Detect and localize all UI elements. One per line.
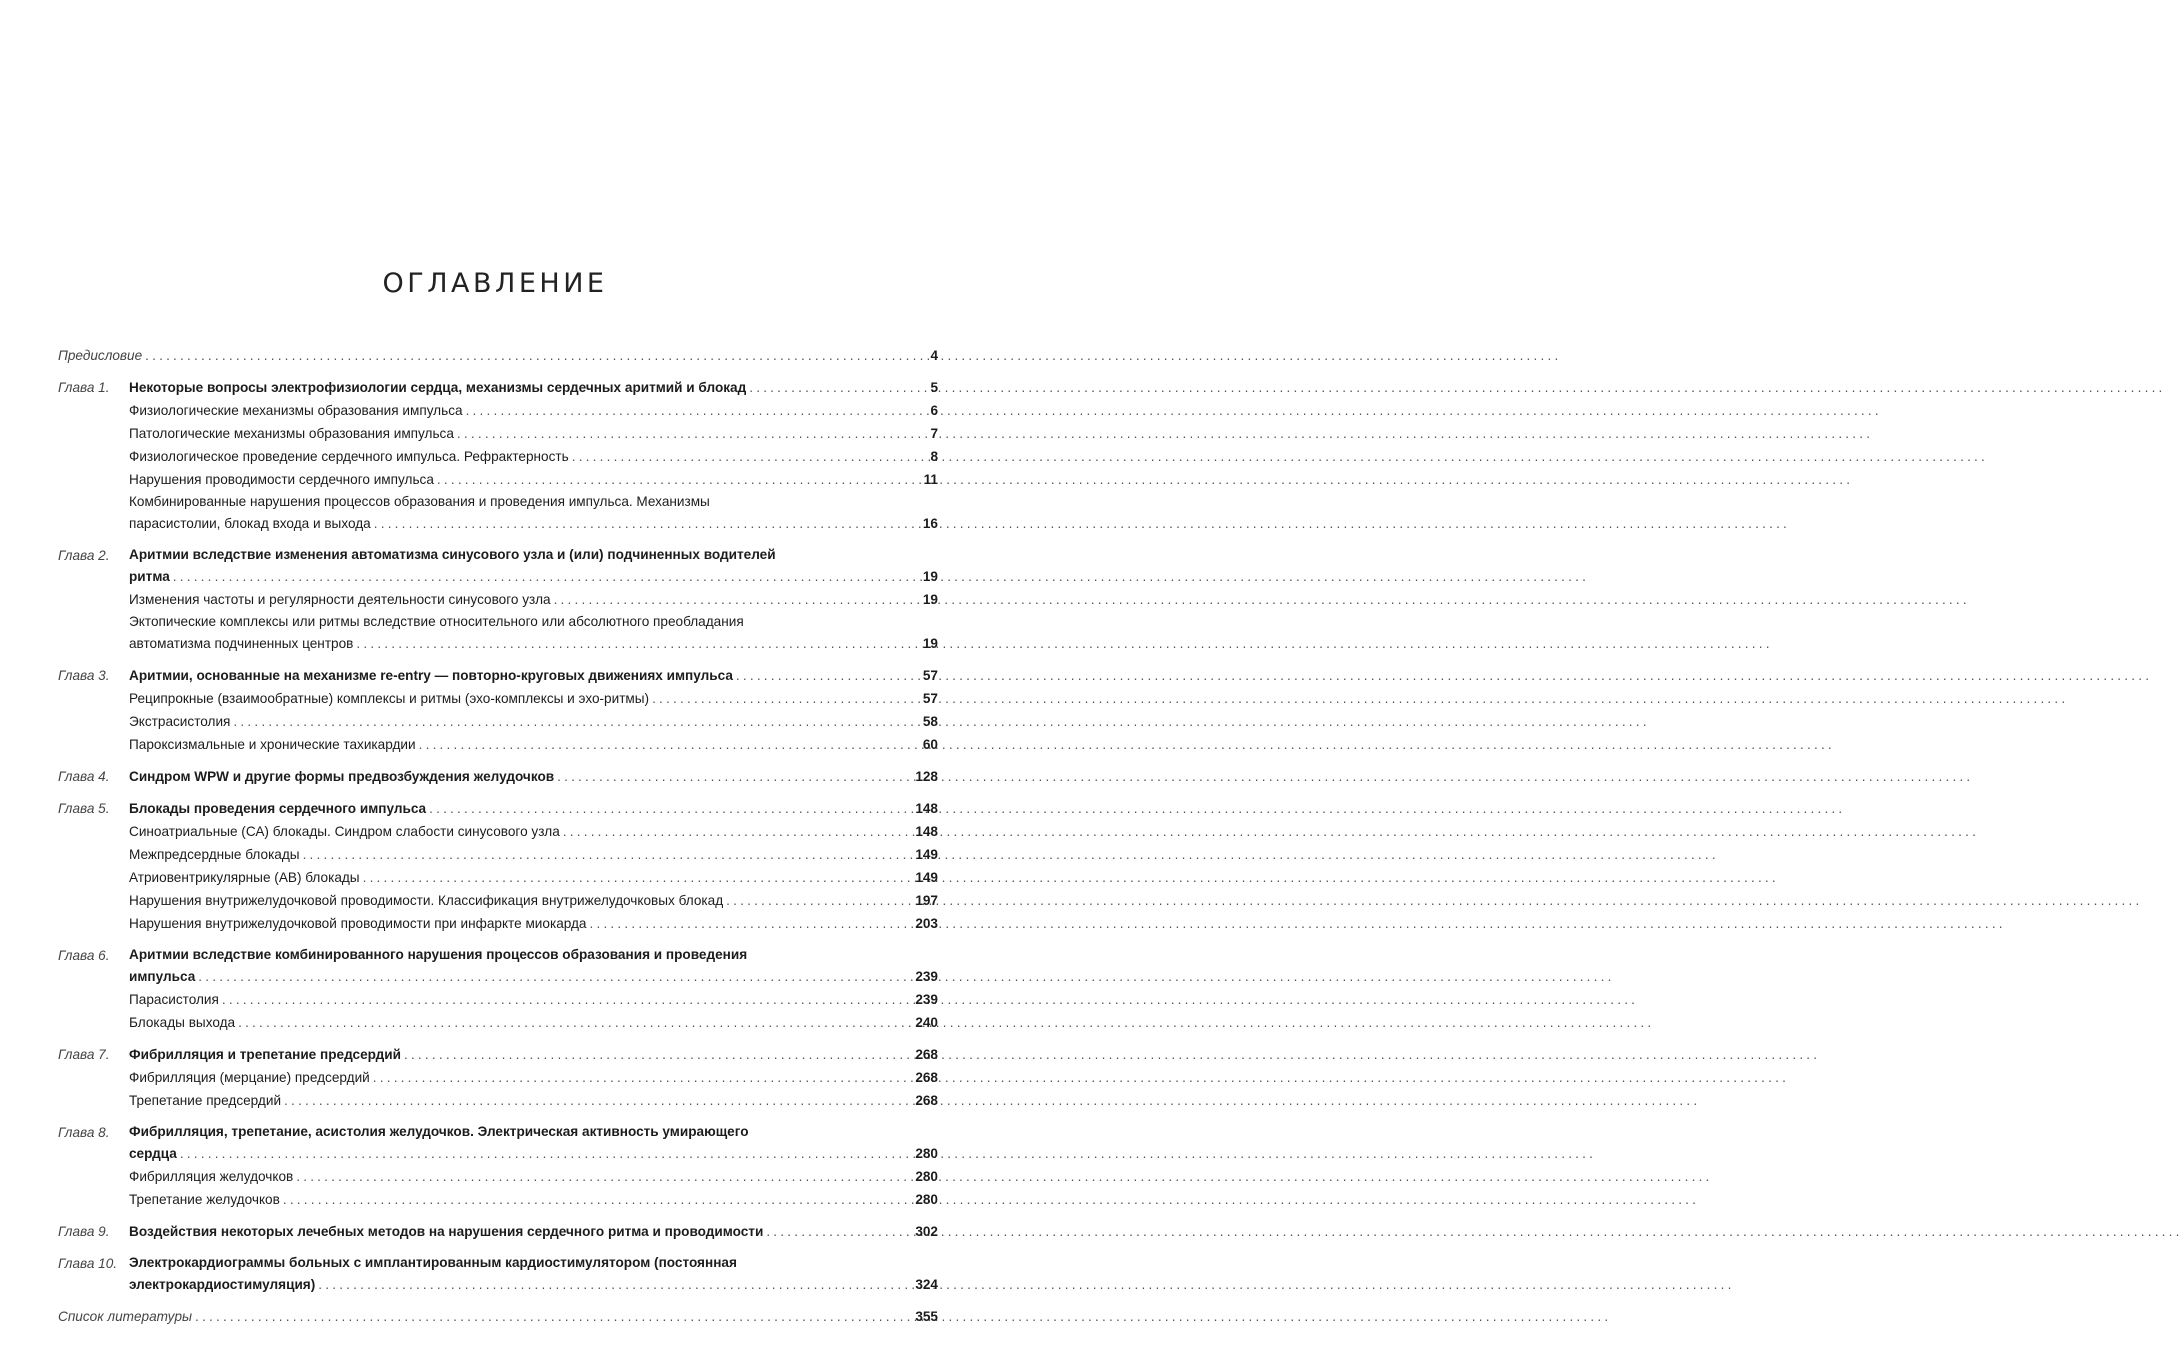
page-number: 203 [915, 916, 938, 931]
toc-line [129, 491, 938, 512]
entry-title: Физиологическое проведение сердечного импульса. Рефрактерность [129, 449, 569, 464]
toc-line [129, 1011, 938, 1034]
toc-chapter[interactable] [58, 797, 938, 820]
dot-leader [300, 843, 914, 866]
dot-leader [142, 344, 914, 367]
toc-line [129, 820, 938, 843]
toc-line [129, 733, 938, 756]
dot-leader [177, 1142, 914, 1165]
entry-title: Аритмии, основанные на механизме re-entry — повторно-круговых движениях импульса [129, 668, 733, 683]
toc-chapter[interactable] [58, 1043, 938, 1066]
entry-title: Фибрилляция, трепетание, асистолия желудочков. Электрическая активность умирающего [129, 1124, 749, 1139]
dot-leader [370, 1066, 914, 1089]
page-number: 280 [915, 1192, 938, 1207]
toc-line [129, 565, 938, 588]
toc-line [129, 889, 938, 912]
page-number: 128 [915, 769, 938, 784]
toc-section[interactable] [129, 445, 938, 468]
toc-line [129, 988, 938, 1011]
toc-chapter[interactable] [58, 1121, 938, 1165]
dot-leader [426, 797, 913, 820]
entry-title: Трепетание желудочков [129, 1192, 280, 1207]
toc-line [129, 1142, 938, 1165]
entry-title: Электрокардиограммы больных с имплантированным кардиостимулятором (постоянная [129, 1255, 737, 1270]
page-number: 148 [915, 801, 938, 816]
entry-title: Пароксизмальные и хронические тахикардии [129, 737, 416, 752]
toc-section[interactable] [129, 1066, 938, 1089]
dot-leader [360, 866, 914, 889]
toc-line [129, 866, 938, 889]
toc-line [129, 588, 938, 611]
toc-line [129, 912, 938, 935]
page-number: 268 [915, 1070, 938, 1085]
toc-line [129, 944, 938, 965]
dot-leader [280, 1188, 913, 1211]
toc-line [129, 664, 938, 687]
entry-title: Экстрасистолия [129, 714, 231, 729]
dot-leader [281, 1089, 913, 1112]
chapter-label: Глава 7. [58, 1047, 110, 1062]
entry-title: Синоатриальные (СА) блокады. Синдром слабости синусового узла [129, 824, 560, 839]
toc-line [129, 468, 938, 491]
entry-title: Патологические механизмы образования импульса [129, 426, 454, 441]
table-of-contents [58, 344, 938, 1328]
entry-title: электрокардиостимуляция) [129, 1277, 316, 1292]
toc-chapter[interactable] [58, 376, 938, 399]
dot-leader [219, 988, 913, 1011]
toc-line [129, 399, 938, 422]
dot-leader [371, 512, 914, 535]
entry-title: Список литературы [58, 1309, 193, 1324]
toc-line [129, 687, 938, 710]
toc-chapter[interactable] [58, 1220, 938, 1243]
toc-section[interactable] [129, 866, 938, 889]
dot-leader [733, 664, 914, 687]
toc-section[interactable] [129, 399, 938, 422]
page-number: 57 [922, 668, 938, 683]
toc-section[interactable] [129, 687, 938, 710]
toc-section[interactable] [129, 422, 938, 445]
chapter-label: Глава 5. [58, 801, 110, 816]
page-number: 19 [922, 636, 938, 651]
page-number: 240 [915, 1015, 938, 1030]
chapter-label: Глава 6. [58, 948, 110, 963]
toc-line [129, 797, 938, 820]
page-number: 149 [915, 870, 938, 885]
toc-section[interactable] [129, 988, 938, 1011]
toc-line [129, 1089, 938, 1112]
dot-leader [293, 1165, 913, 1188]
entry-title: Изменения частоты и регулярности деятельности синусового узла [129, 592, 551, 607]
toc-line [129, 1220, 938, 1243]
dot-leader [454, 422, 914, 445]
toc-chapter[interactable] [58, 664, 938, 687]
toc-section[interactable] [129, 1188, 938, 1211]
dot-leader [554, 765, 913, 788]
toc-line [129, 376, 938, 399]
page-number: 148 [915, 824, 938, 839]
toc-section[interactable] [129, 611, 938, 655]
toc-chapter[interactable] [58, 765, 938, 788]
dot-leader [353, 632, 914, 655]
toc-line [129, 1165, 938, 1188]
page-number: 280 [915, 1146, 938, 1161]
toc-section[interactable] [129, 843, 938, 866]
toc-line [58, 344, 938, 367]
entry-title: Нарушения проводимости сердечного импульса [129, 472, 434, 487]
entry-title: Нарушения внутрижелудочковой проводимости при инфаркте миокарда [129, 916, 587, 931]
entry-title: Эктопические комплексы или ритмы вследствие относительного или абсолютного преобладания [129, 614, 744, 629]
toc-chapter[interactable] [58, 1252, 938, 1296]
entry-title: Трепетание предсердий [129, 1093, 282, 1108]
entry-title: Воздействия некоторых лечебных методов на нарушения сердечного ритма и проводимости [129, 1224, 764, 1239]
dot-leader [649, 687, 914, 710]
dot-leader [763, 1220, 913, 1243]
entry-title: ритма [129, 569, 170, 584]
entry-title: Аритмии вследствие изменения автоматизма синусового узла и (или) подчиненных водителей [129, 547, 776, 562]
chapter-label: Глава 9. [58, 1224, 110, 1239]
toc-line [129, 843, 938, 866]
toc-section[interactable] [129, 1165, 938, 1188]
page-number: 4 [930, 348, 938, 363]
entry-title: Фибрилляция (мерцание) предсердий [129, 1070, 370, 1085]
page-title: ОГЛАВЛЕНИЕ [382, 268, 608, 300]
chapter-label: Глава 4. [58, 769, 110, 784]
page-number: 7 [930, 426, 938, 441]
entry-title: Комбинированные нарушения процессов образования и проведения импульса. Механизмы [129, 494, 710, 509]
chapter-label: Глава 1. [58, 380, 110, 395]
toc-chapter[interactable] [58, 544, 938, 588]
page-number: 302 [915, 1224, 938, 1239]
dot-leader [587, 912, 914, 935]
entry-title: Предисловие [58, 348, 143, 363]
chapter-label: Глава 2. [58, 548, 110, 563]
toc-entry-bibliography[interactable] [58, 1305, 938, 1328]
page-number: 11 [923, 472, 938, 487]
dot-leader [235, 1011, 913, 1034]
entry-title: Межпредсердные блокады [129, 847, 300, 862]
dot-leader [746, 376, 914, 399]
toc-section[interactable] [129, 588, 938, 611]
entry-title: Физиологические механизмы образования импульса [129, 403, 463, 418]
toc-section[interactable] [129, 820, 938, 843]
page-number: 5 [930, 380, 938, 395]
page-number: 268 [915, 1047, 938, 1062]
toc-section[interactable] [129, 889, 938, 912]
toc-line [129, 422, 938, 445]
dot-leader [723, 889, 913, 912]
toc-line [129, 1188, 938, 1211]
toc-section[interactable] [129, 912, 938, 935]
chapter-label: Глава 8. [58, 1125, 110, 1140]
toc-line [129, 1043, 938, 1066]
entry-title: Фибрилляция желудочков [129, 1169, 294, 1184]
page-number: 268 [915, 1093, 938, 1108]
dot-leader [230, 710, 914, 733]
toc-line [129, 1066, 938, 1089]
page-number: 19 [922, 569, 938, 584]
dot-leader [416, 733, 914, 756]
toc-line [129, 1252, 938, 1273]
entry-title: Атриовентрикулярные (АВ) блокады [129, 870, 360, 885]
page-number: 355 [915, 1309, 938, 1324]
page-number: 197 [915, 893, 938, 908]
dot-leader [569, 445, 914, 468]
dot-leader [551, 588, 914, 611]
entry-title: Фибрилляция и трепетание предсердий [129, 1047, 401, 1062]
toc-entry-preface[interactable] [58, 344, 938, 367]
entry-title: Блокады проведения сердечного импульса [129, 801, 427, 816]
toc-line [129, 765, 938, 788]
toc-line [129, 512, 938, 535]
page-number: 239 [915, 969, 938, 984]
entry-title: сердца [129, 1146, 177, 1161]
toc-line [129, 632, 938, 655]
page-number: 57 [922, 691, 938, 706]
page-number: 239 [915, 992, 938, 1007]
page-number: 60 [922, 737, 938, 752]
entry-title: Нарушения внутрижелудочковой проводимости. Классификация внутрижелудочковых блокад [129, 893, 724, 908]
toc-line [129, 611, 938, 632]
entry-title: автоматизма подчиненных центров [129, 636, 354, 651]
page-number: 6 [930, 403, 938, 418]
dot-leader [315, 1273, 913, 1296]
page-number: 16 [922, 516, 938, 531]
page-number: 149 [915, 847, 938, 862]
dot-leader [192, 1305, 913, 1328]
toc-section[interactable] [129, 1089, 938, 1112]
entry-title: Реципрокные (взаимообратные) комплексы и ритмы (эхо-комплексы и эхо-ритмы) [129, 691, 650, 706]
dot-leader [560, 820, 914, 843]
toc-line [129, 1121, 938, 1142]
toc-section[interactable] [129, 710, 938, 733]
toc-line [129, 445, 938, 468]
entry-title: Аритмии вследствие комбинированного нарушения процессов образования и проведения [129, 947, 748, 962]
toc-section[interactable] [129, 468, 938, 491]
toc-line [129, 544, 938, 565]
entry-title: Парасистолия [129, 992, 219, 1007]
page-number: 19 [922, 592, 938, 607]
page-number: 280 [915, 1169, 938, 1184]
entry-title: Блокады выхода [129, 1015, 236, 1030]
toc-line [129, 710, 938, 733]
dot-leader [170, 565, 914, 588]
toc-line [129, 965, 938, 988]
dot-leader [195, 965, 913, 988]
toc-section[interactable] [129, 733, 938, 756]
dot-leader [401, 1043, 913, 1066]
toc-line [129, 1273, 938, 1296]
page-number: 58 [922, 714, 938, 729]
toc-section[interactable] [129, 1011, 938, 1034]
entry-title: Синдром WPW и другие формы предвозбуждения желудочков [129, 769, 555, 784]
toc-line [58, 1305, 938, 1328]
dot-leader [463, 399, 914, 422]
chapter-label: Глава 10. [58, 1256, 118, 1271]
entry-title: Некоторые вопросы электрофизиологии сердца, механизмы сердечных аритмий и блокад [129, 380, 747, 395]
page-number: 324 [915, 1277, 938, 1292]
dot-leader [434, 468, 914, 491]
toc-chapter[interactable] [58, 944, 938, 988]
entry-title: парасистолии, блокад входа и выхода [129, 516, 371, 531]
chapter-label: Глава 3. [58, 668, 110, 683]
toc-section[interactable] [129, 491, 938, 535]
entry-title: импульса [129, 969, 196, 984]
page-number: 8 [930, 449, 938, 464]
